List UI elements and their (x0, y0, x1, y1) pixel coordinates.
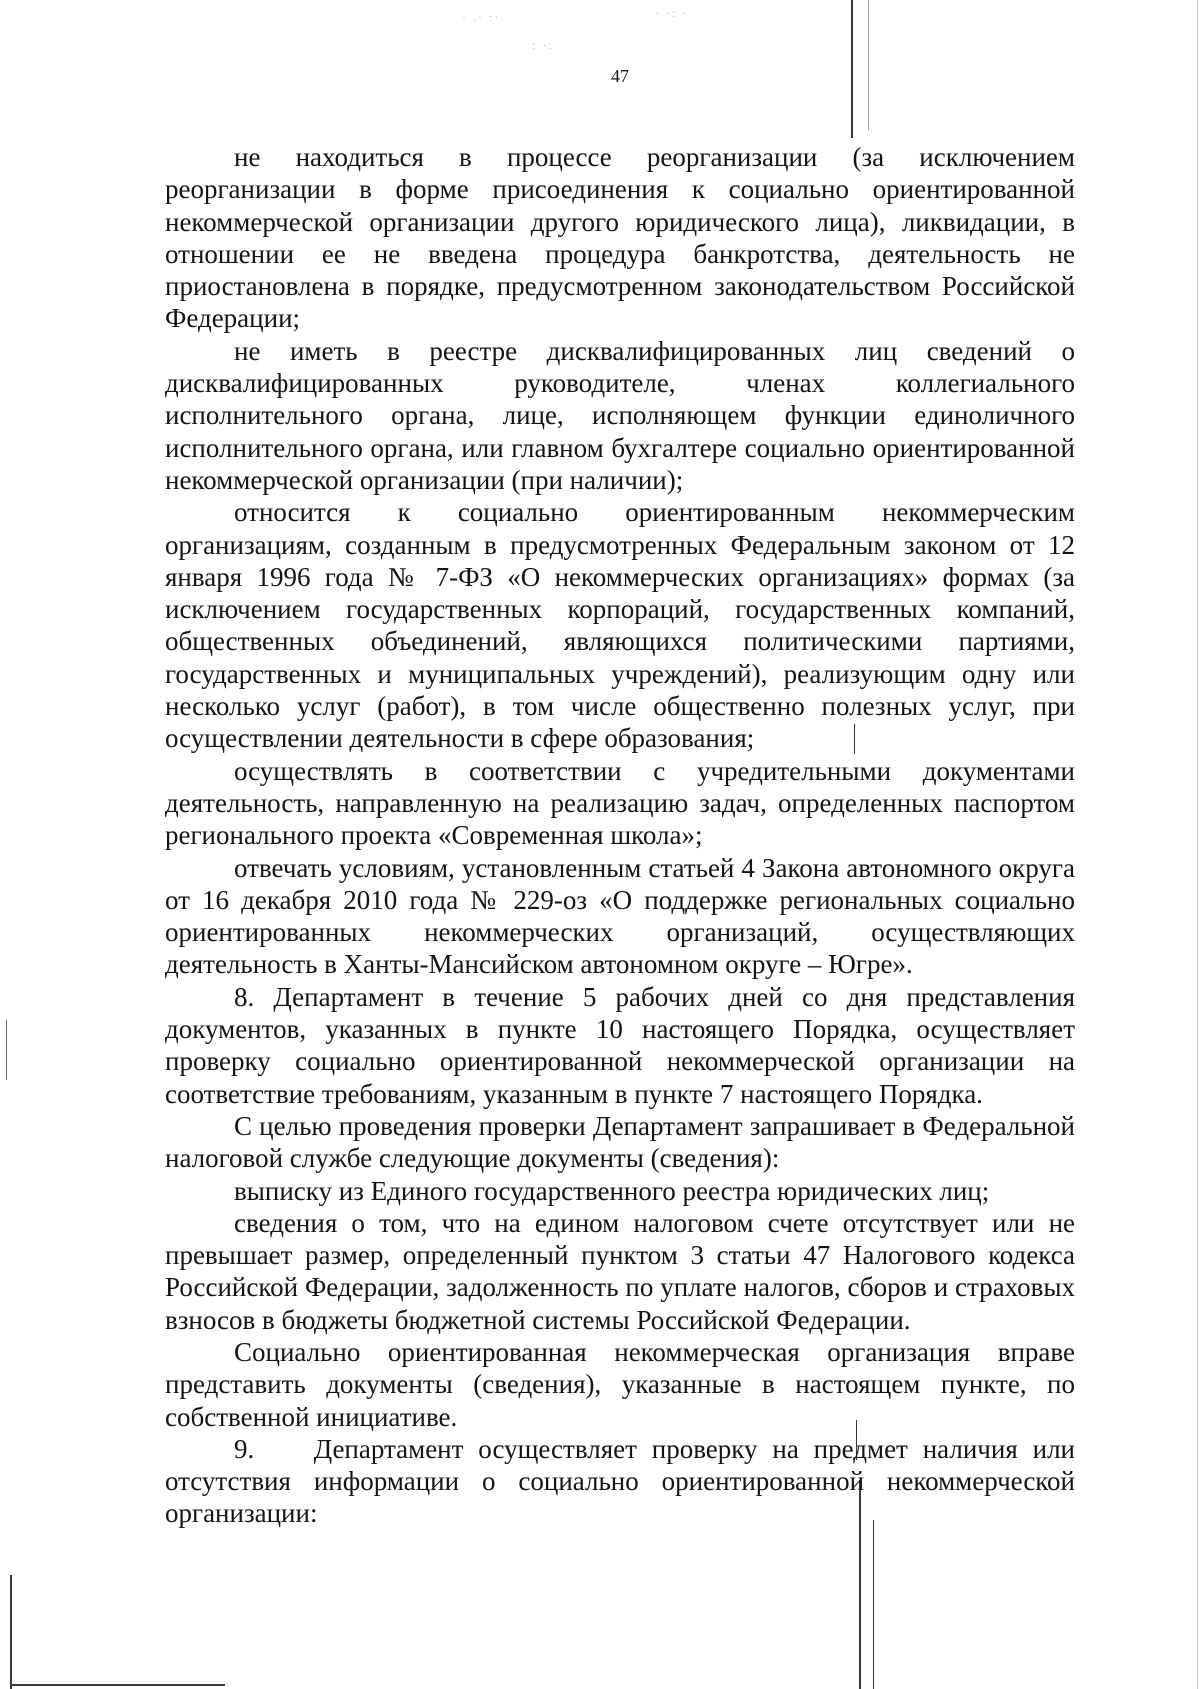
scan-line-top-right-thin (868, 0, 869, 130)
scan-line-left-edge (6, 1020, 7, 1080)
scan-artifact-top-left: · .· :· (462, 10, 501, 24)
paragraph-regional-project: осуществлять в соответствии с учредительными документами деятельность, направленную на реализацию задач, определенных паспортом регионального проекта «Современная школа»; (165, 755, 1075, 851)
paragraph-law-conditions: отвечать условиям, установленным статьей 4 Закона автономного округа от 16 декабря 2010 года № 229-оз «О поддержке региональных социально ориентированных некоммерческих организаций, осуществляющих деятельность в Ханты-Мансийском автономном округе – Югре». (165, 852, 1075, 980)
scan-artifact-top-mid: : ·: (532, 38, 554, 52)
paragraph-disqualified-persons: не иметь в реестре дисквалифицированных лиц сведений о дисквалифицированных руководителе, членах коллегиального исполнительного органа, лице, исполняющем функции единоличного исполнительного органа, или главном бухгалтере социально ориентированной некоммерческой организации (при наличии); (165, 335, 1075, 495)
scan-line-bottom-edge (10, 1684, 225, 1686)
page-number: 47 (611, 66, 629, 86)
paragraph-registry-extract: выписку из Единого государственного реестра юридических лиц; (234, 1175, 990, 1206)
paragraph-tax-debt: сведения о том, что на едином налоговом счете отсутствует или не превышает размер, определенный пунктом 3 статьи 47 Налогового кодекса Российской Федерации, задолженность по уплате налогов, сборов и страховых взносов в бюджеты бюджетной системы Российской Федерации. (165, 1207, 1075, 1335)
paragraph-reorganization: не находиться в процессе реорганизации (за исключением реорганизации в форме присоединения к социально ориентированной некоммерческой организации другого юридического лица), ликвидации, в отношении ее не введена процедура банкротства, деятельность не приостановлена в порядке, предусмотренном законодательством Российской Федерации; (165, 142, 1075, 334)
scan-line-bottom-right-thin (873, 1520, 874, 1689)
scan-artifact-top-right: · ·: · (655, 6, 689, 20)
paragraph-tax-request: С целью проведения проверки Департамент запрашивает в Федеральной налоговой службе следующие документы (сведения): (165, 1110, 1075, 1174)
paragraph-own-initiative: Социально ориентированная некоммерческая организация вправе представить документы (сведения), указанные в настоящем пункте, по собственной инициативе. (165, 1336, 1075, 1432)
paragraph-nonprofit-forms: относится к социально ориентированным некоммерческим организациям, созданным в предусмотренных Федеральным законом от 12 января 1996 года № 7-ФЗ «О некоммерческих организациях» формах (за исключением государственных корпораций, государственных компаний, общественных объединений, являющихся политическими партиями, государственных и муниципальных учреждений), реализующим одну или несколько услуг (работ), в том числе общественно полезных услуг, при осуществлении деятельности в сфере образования; (165, 497, 1075, 754)
document-body (165, 141, 1075, 1530)
paragraph-item-8: 8. Департамент в течение 5 рабочих дней со дня представления документов, указанных в пункте 10 настоящего Порядка, осуществляет проверку социально ориентированной некоммерческой организации на соответствие требованиям, указанным в пункте 7 настоящего Порядка. (165, 981, 1075, 1109)
paragraph-item-9: 9. Департамент осуществляет проверку на предмет наличия или отсутствия информации о социально ориентированной некоммерческой организации: (165, 1433, 1075, 1529)
scan-line-bottom-left (10, 1575, 12, 1689)
scan-line-right-edge (1197, 0, 1198, 1689)
